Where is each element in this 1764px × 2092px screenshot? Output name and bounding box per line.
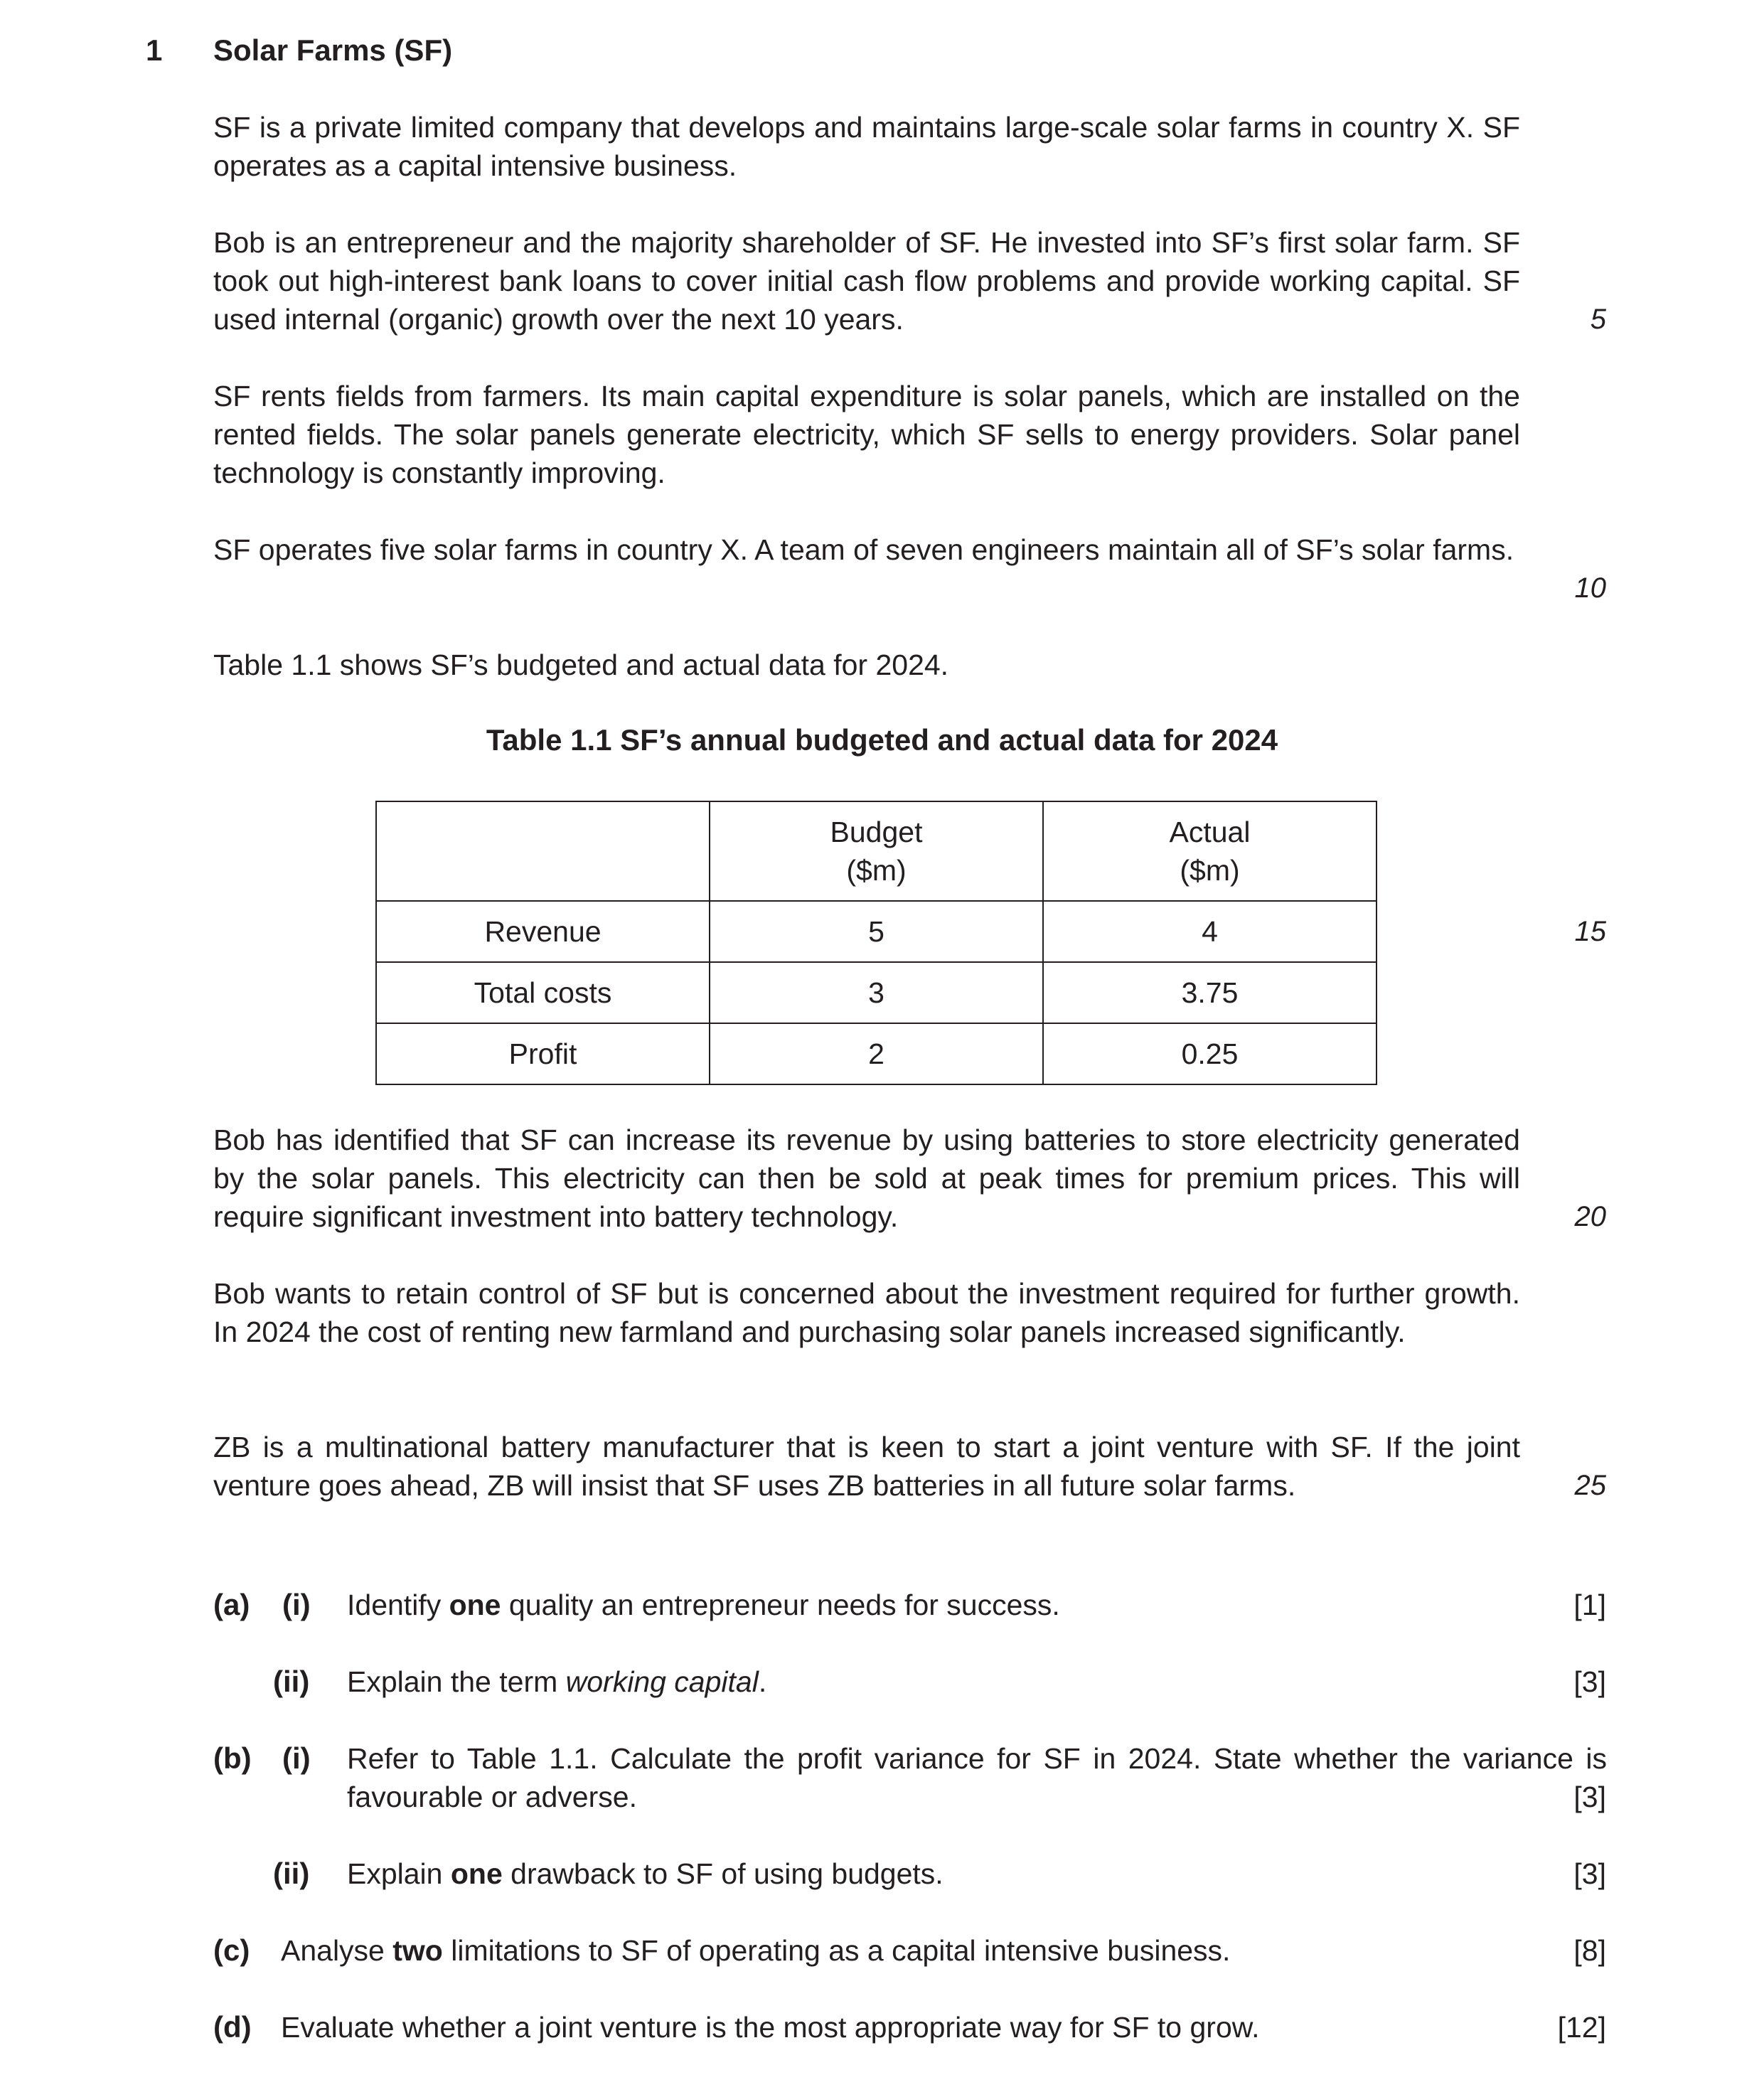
table-cell: Total costs <box>376 962 710 1023</box>
part-c-text: Analyse two limitations to SF of operating as a capital intensive business. <box>281 1934 1231 1967</box>
data-table <box>375 801 1377 1085</box>
part-d-text: Evaluate whether a joint venture is the most appropriate way for SF to grow. <box>281 2011 1260 2044</box>
table-row <box>376 901 1377 962</box>
part-c-label: (c) <box>213 1933 250 1967</box>
paragraph-6: Bob has identified that SF can increase its revenue by using batteries to store electricity generated by the solar panels. This electricity can then be sold at peak times for premium prices. This will require significant investment into battery technology. <box>213 1124 1520 1233</box>
part-a-ii-label: (ii) <box>273 1665 310 1698</box>
table-row <box>376 1023 1377 1084</box>
table-row <box>376 962 1377 1023</box>
part-b-ii-label: (ii) <box>273 1857 310 1890</box>
question-title: Solar Farms (SF) <box>213 33 453 67</box>
paragraph-7: Bob wants to retain control of SF but is concerned about the investment required for further growth. In 2024 the cost of renting new farmland and purchasing solar panels increased significantly. <box>213 1277 1520 1348</box>
question-number: 1 <box>146 33 163 67</box>
table-caption: Table 1.1 SF’s annual budgeted and actual data for 2024 <box>486 723 1278 757</box>
table-header-empty <box>376 801 710 901</box>
part-b-label: (b) <box>213 1741 252 1775</box>
part-a-ii-text: Explain the term working capital. <box>347 1665 767 1698</box>
table-cell: 0.25 <box>1043 1023 1377 1084</box>
table-cell: 2 <box>710 1023 1043 1084</box>
line-number-25: 25 <box>1574 1470 1606 1501</box>
table-cell: 3 <box>710 962 1043 1023</box>
part-b-ii-marks: [3] <box>1573 1857 1606 1890</box>
table-cell: Revenue <box>376 901 710 962</box>
table-header-budget: Budget ($m) <box>710 801 1043 901</box>
line-number-10: 10 <box>1574 572 1606 604</box>
table-cell: 4 <box>1043 901 1377 962</box>
table-cell: Profit <box>376 1023 710 1084</box>
table-header-row <box>376 801 1377 901</box>
part-a-i-marks: [1] <box>1573 1589 1606 1621</box>
table-cell: 3.75 <box>1043 962 1377 1023</box>
part-a-i-text: Identify one quality an entrepreneur needs for success. <box>347 1589 1060 1621</box>
part-d-marks: [12] <box>1557 2011 1606 2044</box>
part-a-label: (a) <box>213 1588 250 1621</box>
line-number-20: 20 <box>1574 1201 1606 1232</box>
paragraph-4: SF operates five solar farms in country X. A team of seven engineers maintain all of SF’s solar farms. <box>213 533 1514 566</box>
line-number-15: 15 <box>1574 916 1606 947</box>
paragraph-8: ZB is a multinational battery manufacturer that is keen to start a joint venture with SF. If the joint venture goes ahead, ZB will insist that SF uses ZB batteries in all future solar farms. <box>213 1431 1520 1502</box>
part-c-marks: [8] <box>1573 1934 1606 1967</box>
part-a-i-label: (i) <box>282 1588 311 1621</box>
part-b-i-marks: [3] <box>1573 1781 1606 1813</box>
table-cell: 5 <box>710 901 1043 962</box>
part-d-label: (d) <box>213 2010 252 2044</box>
paragraph-2: Bob is an entrepreneur and the majority shareholder of SF. He invested into SF’s first solar farm. SF took out high-interest bank loans to cover initial cash flow problems and provide working capital. SF used internal (organic) growth over the next 10 years. <box>213 226 1520 336</box>
part-b-i-label: (i) <box>282 1741 311 1775</box>
paragraph-5: Table 1.1 shows SF’s budgeted and actual data for 2024. <box>213 649 949 681</box>
line-number-5: 5 <box>1590 304 1606 335</box>
part-b-i-text: Refer to Table 1.1. Calculate the profit variance for SF in 2024. State whether the variance is favourable or adverse. <box>347 1742 1607 1813</box>
part-b-ii-text: Explain one drawback to SF of using budgets. <box>347 1857 944 1890</box>
part-a-ii-marks: [3] <box>1573 1665 1606 1698</box>
paragraph-1: SF is a private limited company that develops and maintains large-scale solar farms in country X. SF operates as a capital intensive business. <box>213 111 1520 182</box>
paragraph-3: SF rents fields from farmers. Its main capital expenditure is solar panels, which are installed on the rented fields. The solar panels generate electricity, which SF sells to energy providers. Solar panel technology is constantly improving. <box>213 380 1520 489</box>
table-header-actual: Actual ($m) <box>1043 801 1377 901</box>
